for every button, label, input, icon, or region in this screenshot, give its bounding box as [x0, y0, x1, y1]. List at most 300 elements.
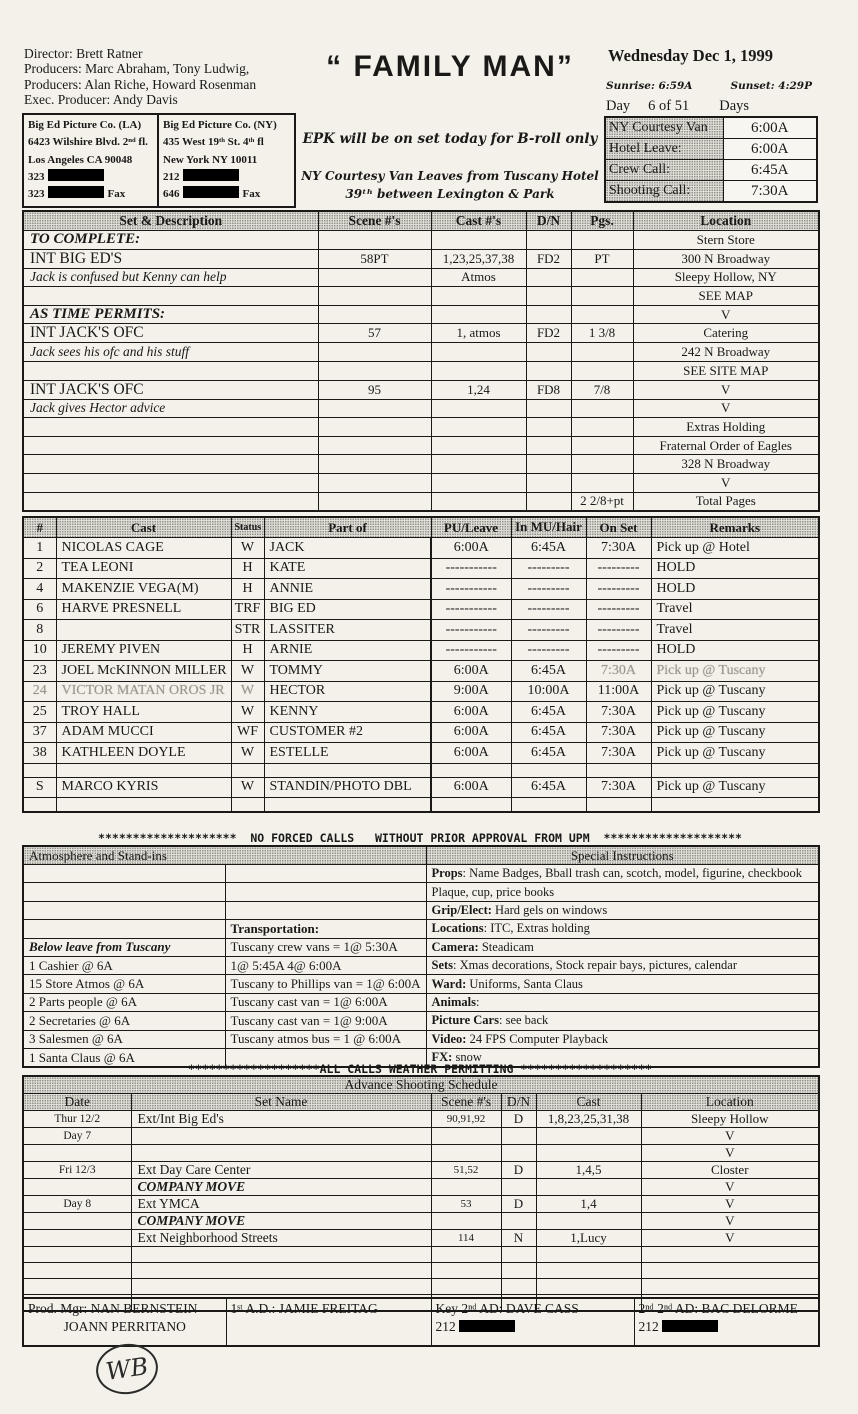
cell: 300 N Broadway [633, 249, 819, 268]
table-row [23, 1012, 819, 1030]
cell: NICOLAS CAGE [56, 538, 231, 559]
cell: KATHLEEN DOYLE [56, 743, 231, 764]
table-row [23, 305, 819, 324]
redaction-bar [662, 1320, 718, 1332]
cell [431, 305, 526, 324]
cell: Day 7 [23, 1128, 131, 1145]
table-header-row [23, 846, 819, 865]
cell [318, 399, 431, 418]
cell: 6:00A [431, 722, 511, 743]
table-row [23, 661, 819, 682]
table-row [23, 1179, 819, 1196]
cell: TEA LEONI [56, 558, 231, 579]
cell [536, 1278, 641, 1294]
cell [586, 763, 651, 777]
cell [23, 455, 318, 474]
cell [318, 455, 431, 474]
cell: HOLD [651, 579, 819, 600]
cell: --------- [586, 640, 651, 661]
column-header: D/N [501, 1094, 536, 1111]
cell: Animals: [426, 993, 819, 1011]
cell: Locations: ITC, Extras holding [426, 920, 819, 938]
table-row [23, 1111, 819, 1128]
cell: 10:00A [511, 681, 586, 702]
cell: W [231, 777, 264, 798]
cell: INT JACK'S OFC [23, 324, 318, 343]
table-row [605, 181, 817, 203]
cell: --------- [586, 579, 651, 600]
cell [23, 920, 225, 938]
cell: Plaque, cup, price books [426, 883, 819, 901]
cell [526, 418, 571, 437]
cell [526, 268, 571, 287]
cell: 6:00A [431, 538, 511, 559]
cell: 6:00A [431, 743, 511, 764]
cell: 6:45A [511, 538, 586, 559]
cell [131, 1278, 431, 1294]
cell [571, 455, 633, 474]
cell: ADAM MUCCI [56, 722, 231, 743]
table-header-row [23, 1094, 819, 1111]
cell: 15 Store Atmos @ 6A [23, 975, 225, 993]
table-row [23, 777, 819, 798]
cell: Ext Neighborhood Streets [131, 1230, 431, 1247]
table-row [23, 1278, 819, 1294]
cell: Picture Cars: see back [426, 1012, 819, 1030]
cell: BIG ED [264, 599, 431, 620]
cell: MARCO KYRIS [56, 777, 231, 798]
cell: 6:45A [511, 722, 586, 743]
cell [431, 473, 526, 492]
cell [431, 1179, 501, 1196]
cell: COMPANY MOVE [131, 1213, 431, 1230]
cell: 51,52 [431, 1162, 501, 1179]
table-row [23, 920, 819, 938]
table-row [23, 865, 819, 883]
table-row [23, 681, 819, 702]
cell: Transportation: [225, 920, 426, 938]
cell: 6:45A [511, 661, 586, 682]
cast-table [22, 516, 820, 813]
cell: V [641, 1213, 819, 1230]
company-fax [163, 186, 290, 203]
cell: 37 [23, 722, 56, 743]
cell: W [231, 702, 264, 723]
redaction-bar [48, 186, 104, 198]
cell: 1@ 5:45A 4@ 6:00A [225, 956, 426, 974]
cell: TO COMPLETE: [23, 231, 318, 250]
column-header: On Set [586, 517, 651, 538]
cell: 2 Secretaries @ 6A [23, 1012, 225, 1030]
cell: 1,Lucy [536, 1230, 641, 1247]
cell [264, 798, 431, 813]
company-address: New York NY 10011 [163, 153, 258, 166]
cell [501, 1179, 536, 1196]
cell: 53 [431, 1196, 501, 1213]
cell: Closter [641, 1162, 819, 1179]
cell: --------- [511, 599, 586, 620]
cell [571, 418, 633, 437]
cell [526, 436, 571, 455]
cell [501, 1278, 536, 1294]
sunrise-time: Sunrise: 6:59A [606, 80, 693, 92]
cell: INT JACK'S OFC [23, 380, 318, 399]
cell [536, 1128, 641, 1145]
cell: Tuscany crew vans = 1@ 5:30A [225, 938, 426, 956]
table-row [23, 579, 819, 600]
cell [651, 798, 819, 813]
cell: 6:00A [431, 661, 511, 682]
cell: Jack sees his ofc and his stuff [23, 343, 318, 362]
second-second-ad-phone [639, 1318, 815, 1336]
cell: Pick up @ Tuscany [651, 702, 819, 723]
second-second-ad-name: 2ⁿᵈ 2ⁿᵈ AD: BAC DELORME [638, 1301, 798, 1316]
cell [23, 361, 318, 380]
redaction-bar [459, 1320, 515, 1332]
phone-prefix: 212 [163, 170, 180, 183]
cell: Pick up @ Hotel [651, 538, 819, 559]
cell: KATE [264, 558, 431, 579]
cell [526, 455, 571, 474]
cell [651, 763, 819, 777]
cell [431, 1262, 501, 1278]
cell: TRF [231, 599, 264, 620]
cell [225, 865, 426, 883]
company-address-box [22, 113, 296, 208]
day-value: 6 of 51 [648, 98, 690, 114]
cell: --------- [511, 620, 586, 641]
cell [571, 287, 633, 306]
cell: 7:30A [586, 702, 651, 723]
cell [641, 1278, 819, 1294]
cell: W [231, 661, 264, 682]
column-header: Scene #'s [318, 211, 431, 231]
table-row [23, 418, 819, 437]
cell: V [633, 399, 819, 418]
cell: 6:45A [723, 160, 817, 181]
production-credits [24, 46, 304, 107]
cell [56, 798, 231, 813]
table-row [23, 599, 819, 620]
company-address: 6423 Wilshire Blvd. 2ⁿᵈ fl. [28, 136, 148, 149]
column-header: D/N [526, 211, 571, 231]
redaction-bar [48, 169, 104, 181]
cell: AS TIME PERMITS: [23, 305, 318, 324]
cell: TOMMY [264, 661, 431, 682]
cell [501, 1145, 536, 1162]
cell [431, 231, 526, 250]
key-second-ad-name: Key 2ⁿᵈ AD: DAVE CASS [435, 1301, 579, 1316]
cell [536, 1247, 641, 1263]
cell: Hotel Leave: [605, 139, 723, 160]
cell: Camera: Steadicam [426, 938, 819, 956]
cell [23, 798, 56, 813]
cell: V [633, 473, 819, 492]
table-row [23, 956, 819, 974]
cell [318, 473, 431, 492]
cell: 6:45A [511, 743, 586, 764]
cell [526, 399, 571, 418]
cell: Tuscany atmos bus = 1 @ 6:00A [225, 1030, 426, 1048]
cell: TROY HALL [56, 702, 231, 723]
cell: 1, atmos [431, 324, 526, 343]
cell: W [231, 538, 264, 559]
cell: --------- [586, 558, 651, 579]
cell [23, 1247, 131, 1263]
column-header: Location [641, 1094, 819, 1111]
cell: 6:45A [511, 702, 586, 723]
table-row [23, 1230, 819, 1247]
cell: 8 [23, 620, 56, 641]
table-row [23, 901, 819, 919]
cell: Stern Store [633, 231, 819, 250]
credit-line: Producers: Marc Abraham, Tony Ludwig, [24, 61, 250, 77]
cell: --------- [511, 579, 586, 600]
cell: 7:30A [723, 181, 817, 203]
cell [501, 1247, 536, 1263]
table-row [23, 1213, 819, 1230]
cell [131, 1128, 431, 1145]
cell [536, 1179, 641, 1196]
table-row [23, 743, 819, 764]
cell: 9:00A [431, 681, 511, 702]
cell [431, 1145, 501, 1162]
cell: CUSTOMER #2 [264, 722, 431, 743]
cell [431, 1128, 501, 1145]
cell: HOLD [651, 640, 819, 661]
cell: --------- [511, 640, 586, 661]
cell [431, 798, 511, 813]
cell: Travel [651, 620, 819, 641]
cell [318, 492, 431, 511]
no-forced-calls-banner: ******************** NO FORCED CALLS WITHOUT PRIOR APPROVAL FROM UPM ******************** [98, 831, 742, 845]
cell: Sleepy Hollow [641, 1111, 819, 1128]
table-header-row [23, 517, 819, 538]
table-row [23, 455, 819, 474]
cell [131, 1145, 431, 1162]
cell: S [23, 777, 56, 798]
cell: 1,8,23,25,31,38 [536, 1111, 641, 1128]
shoot-date: Wednesday Dec 1, 1999 [608, 46, 773, 65]
cell: --------- [511, 558, 586, 579]
cell: H [231, 640, 264, 661]
cell: Pick up @ Tuscany [651, 722, 819, 743]
cell [23, 1278, 131, 1294]
cell [318, 287, 431, 306]
cell [23, 1213, 131, 1230]
column-header: Cast [56, 517, 231, 538]
cell [431, 361, 526, 380]
cell: 7:30A [586, 538, 651, 559]
table-row [23, 938, 819, 956]
cell [536, 1262, 641, 1278]
cell: 23 [23, 661, 56, 682]
cell [571, 399, 633, 418]
cell: --------- [586, 620, 651, 641]
cell: Pick up @ Tuscany [651, 661, 819, 682]
cell: Thur 12/2 [23, 1111, 131, 1128]
day-label: Day [606, 98, 631, 114]
table-row [23, 1298, 819, 1346]
cell [431, 418, 526, 437]
second-second-ad-cell [634, 1298, 819, 1346]
cell: V [633, 305, 819, 324]
prod-mgr-name-2: JOANN PERRITANO [63, 1319, 186, 1334]
cell: 7/8 [571, 380, 633, 399]
fax-label: Fax [242, 188, 261, 201]
sunset-time: Sunset: 4:29P [730, 80, 812, 92]
cell [431, 343, 526, 362]
company-phone [163, 169, 290, 186]
cell: Sleepy Hollow, NY [633, 268, 819, 287]
cell [23, 763, 56, 777]
cell [23, 901, 225, 919]
table-row [23, 798, 819, 813]
fax-label: Fax [107, 188, 126, 201]
cell: NY Courtesy Van [605, 117, 723, 139]
table-row [605, 160, 817, 181]
credit-line: Exec. Producer: Andy Davis [24, 91, 178, 107]
cell: 1,24 [431, 380, 526, 399]
cell: 6:00A [723, 117, 817, 139]
cell: 7:30A [586, 743, 651, 764]
company-address: 435 West 19ᵗʰ St. 4ᵗʰ fl [163, 136, 264, 149]
cell: INT BIG ED'S [23, 249, 318, 268]
table-row [23, 473, 819, 492]
cell: V [633, 380, 819, 399]
table-row [23, 1128, 819, 1145]
cell: 7:30A [586, 661, 651, 682]
cell: 114 [431, 1230, 501, 1247]
cell [501, 1128, 536, 1145]
cell [431, 492, 526, 511]
cell [571, 305, 633, 324]
cell: Props: Name Badges, Bball trash can, scotch, model, figurine, checkbook [426, 865, 819, 883]
cell [231, 798, 264, 813]
atmosphere-special-table [22, 845, 820, 1068]
cell: N [501, 1230, 536, 1247]
cell: ANNIE [264, 579, 431, 600]
cell: Below leave from Tuscany [23, 938, 225, 956]
cell: 6:00A [723, 139, 817, 160]
cell: Tuscany cast van = 1@ 9:00A [225, 1012, 426, 1030]
cell [131, 1262, 431, 1278]
cell: Day 8 [23, 1196, 131, 1213]
cell [571, 268, 633, 287]
table-row [23, 640, 819, 661]
cell: 7:30A [586, 777, 651, 798]
company-name: Big Ed Picture Co. (NY) [163, 119, 277, 131]
cell [56, 763, 231, 777]
cell: Ext Day Care Center [131, 1162, 431, 1179]
cell [225, 883, 426, 901]
company-address: Los Angeles CA 90048 [28, 153, 133, 166]
table-row [605, 117, 817, 139]
cell [431, 1247, 501, 1263]
table-row [23, 287, 819, 306]
table-row [23, 249, 819, 268]
cell: SEE MAP [633, 287, 819, 306]
cell: 1,4,5 [536, 1162, 641, 1179]
cell [571, 231, 633, 250]
table-row [23, 702, 819, 723]
fax-prefix: 323 [28, 188, 45, 201]
cell: Pick up @ Tuscany [651, 681, 819, 702]
special-instructions-header: Special Instructions [426, 846, 819, 865]
cell [501, 1262, 536, 1278]
cell: Ext/Int Big Ed's [131, 1111, 431, 1128]
cell: ARNIE [264, 640, 431, 661]
table-row [23, 1196, 819, 1213]
cell: HOLD [651, 558, 819, 579]
prod-mgr-cell [23, 1298, 226, 1346]
table-row [23, 722, 819, 743]
redaction-bar [183, 186, 239, 198]
cell [23, 1230, 131, 1247]
cell: V [641, 1196, 819, 1213]
cell [641, 1262, 819, 1278]
courtesy-van-note: NY Courtesy Van Leaves from Tuscany Hotel [301, 169, 599, 183]
cell: COMPANY MOVE [131, 1179, 431, 1196]
epk-note: EPK will be on set today for B-roll only [302, 131, 598, 147]
cell [431, 287, 526, 306]
cell [526, 231, 571, 250]
cell: Ext YMCA [131, 1196, 431, 1213]
crew-credits-table [22, 1297, 820, 1347]
column-header: Set Name [131, 1094, 431, 1111]
cell: Crew Call: [605, 160, 723, 181]
company-la [24, 115, 159, 206]
cell [23, 1262, 131, 1278]
cell: D [501, 1196, 536, 1213]
cell: VICTOR MATAN OROS JR [56, 681, 231, 702]
cell [318, 305, 431, 324]
cell [586, 798, 651, 813]
table-row [23, 883, 819, 901]
cell [511, 798, 586, 813]
table-row [23, 1247, 819, 1263]
cell [526, 492, 571, 511]
column-header: Part of [264, 517, 431, 538]
table-row [23, 538, 819, 559]
cell: V [641, 1128, 819, 1145]
cell: 2 [23, 558, 56, 579]
cell: SEE SITE MAP [633, 361, 819, 380]
cell [526, 287, 571, 306]
cell [571, 361, 633, 380]
cell [511, 763, 586, 777]
table-row [23, 436, 819, 455]
cell [23, 492, 318, 511]
cell: FX: snow [426, 1048, 819, 1067]
cell: Total Pages [633, 492, 819, 511]
cell [431, 399, 526, 418]
advance-schedule-title: Advance Shooting Schedule [23, 1076, 819, 1094]
call-times-table [604, 116, 818, 203]
atmosphere-header: Atmosphere and Stand-ins [23, 846, 426, 865]
cell: 1,23,25,37,38 [431, 249, 526, 268]
table-row [23, 399, 819, 418]
cell: Tuscany to Phillips van = 1@ 6:00A [225, 975, 426, 993]
credit-line: Producers: Alan Riche, Howard Rosenman [24, 76, 257, 92]
cell [431, 1213, 501, 1230]
table-row [23, 492, 819, 511]
cell: ----------- [431, 599, 511, 620]
cell: Jack gives Hector advice [23, 399, 318, 418]
cell: Pick up @ Tuscany [651, 777, 819, 798]
table-row [23, 993, 819, 1011]
cell: D [501, 1162, 536, 1179]
